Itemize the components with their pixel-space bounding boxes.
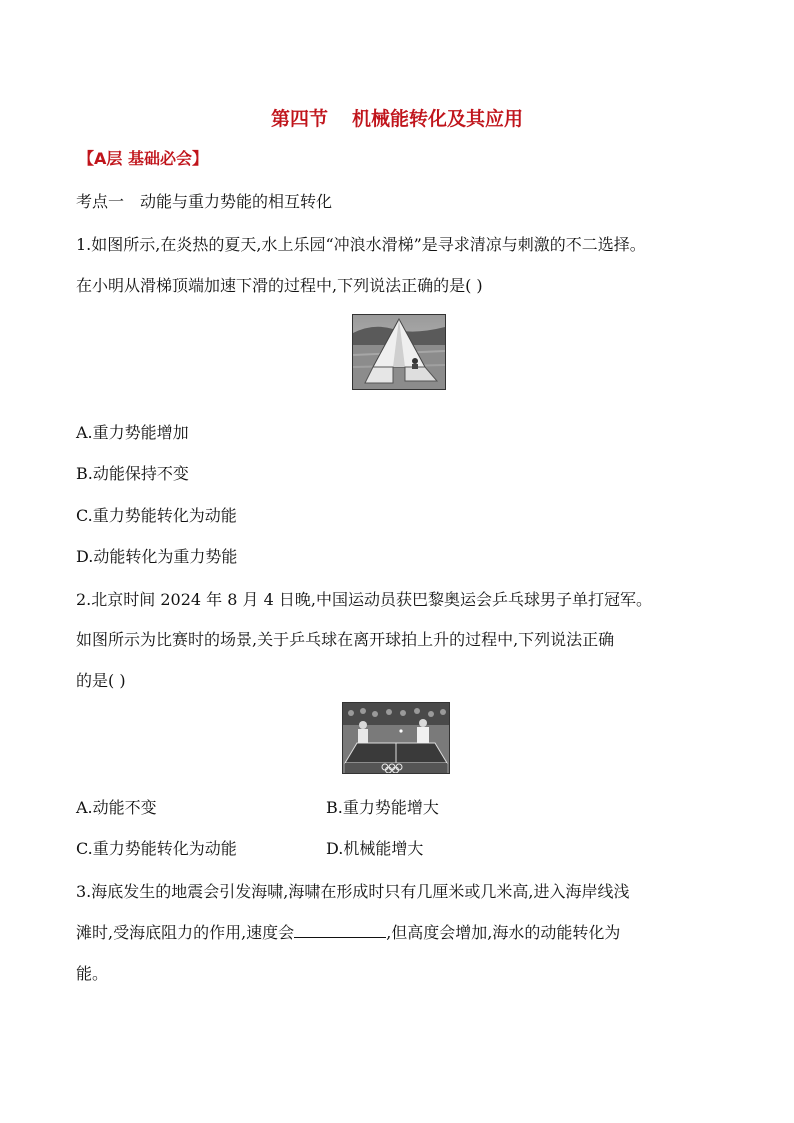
question-3-stem-line-1: 3.海底发生的地震会引发海啸,海啸在形成时只有几厘米或几米高,进入海岸线浅 bbox=[76, 882, 630, 901]
topic-heading: 考点一 动能与重力势能的相互转化 bbox=[76, 192, 333, 211]
question-1-option-c: C.重力势能转化为动能 bbox=[76, 506, 237, 525]
page-title bbox=[0, 104, 794, 131]
section-label: 【A层 基础必会】 bbox=[78, 149, 208, 168]
question-2-option-d: D.机械能增大 bbox=[326, 839, 424, 858]
question-1-option-a: A.重力势能增加 bbox=[76, 423, 189, 442]
question-2-option-b: B.重力势能增大 bbox=[326, 798, 439, 817]
question-3-text-after-blank: ,但高度会增加,海水的动能转化为 bbox=[386, 923, 621, 942]
question-1-stem-line-1: 1.如图所示,在炎热的夏天,水上乐园“冲浪水滑梯”是寻求清凉与刺激的不二选择。 bbox=[76, 235, 646, 254]
question-1-option-b: B.动能保持不变 bbox=[76, 464, 189, 483]
table-tennis-photo bbox=[342, 702, 450, 774]
question-3-stem-line-2 bbox=[76, 920, 620, 943]
question-3-text-before-blank: 滩时,受海底阻力的作用,速度会 bbox=[76, 923, 295, 942]
question-1-stem-line-2: 在小明从滑梯顶端加速下滑的过程中,下列说法正确的是( ) bbox=[76, 276, 483, 295]
question-2-option-a: A.动能不变 bbox=[76, 798, 157, 817]
question-2-stem-line-3: 的是( ) bbox=[76, 671, 126, 690]
question-2-option-c: C.重力势能转化为动能 bbox=[76, 839, 237, 858]
water-slide-photo bbox=[352, 314, 446, 390]
question-3-stem-line-3: 能。 bbox=[76, 964, 109, 983]
question-1-option-d: D.动能转化为重力势能 bbox=[76, 547, 238, 566]
title-section-number: 第四节 bbox=[270, 108, 328, 130]
title-section-name: 机械能转化及其应用 bbox=[352, 108, 524, 130]
answer-blank[interactable] bbox=[294, 921, 386, 938]
question-2-stem-line-2: 如图所示为比赛时的场景,关于乒乓球在离开球拍上升的过程中,下列说法正确 bbox=[76, 630, 615, 649]
question-2-stem-line-1: 2.北京时间 2024 年 8 月 4 日晚,中国运动员获巴黎奥运会乒乓球男子单打冠军。 bbox=[76, 590, 652, 609]
